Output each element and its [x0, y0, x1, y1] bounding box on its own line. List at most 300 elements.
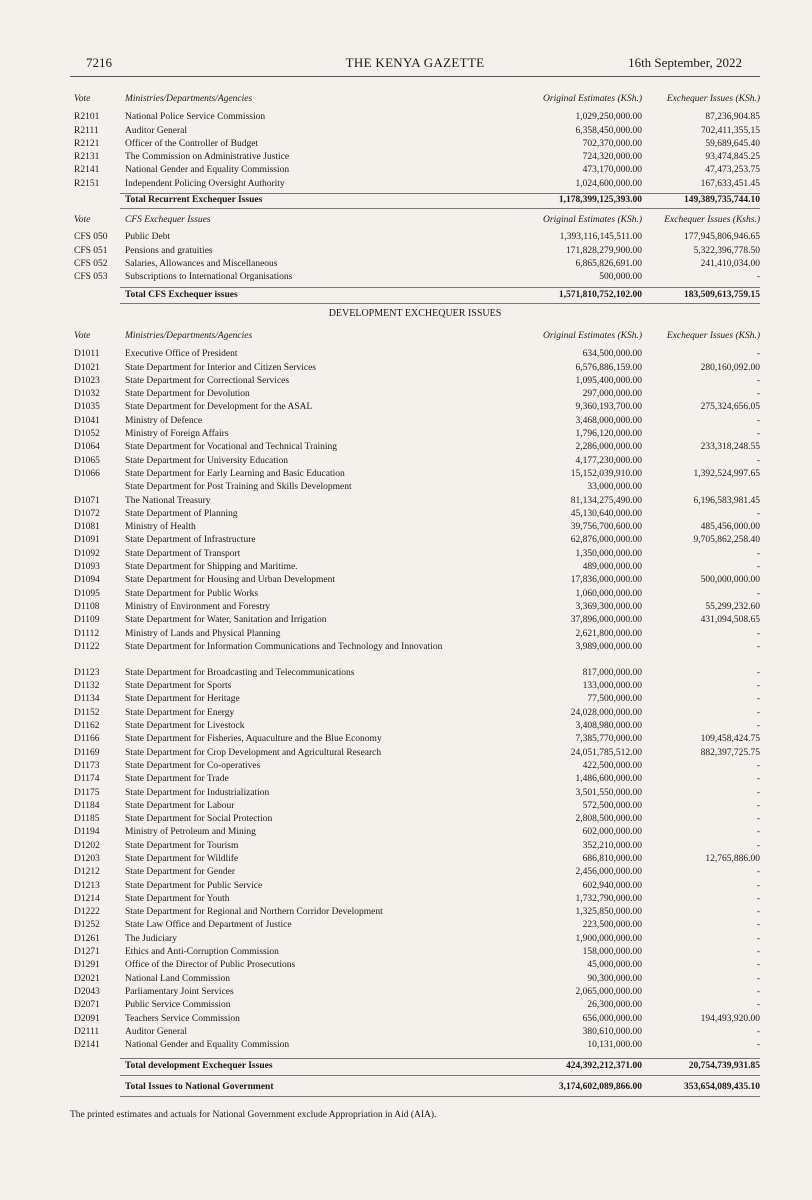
- vote-cell: D1094: [74, 575, 100, 586]
- issues-cell: -: [756, 907, 760, 918]
- table-row: [74, 534, 764, 547]
- vote-cell: D1175: [74, 787, 100, 798]
- estimates-cell: 10,131,000.00: [587, 1040, 642, 1051]
- recurrent-total: [74, 194, 764, 207]
- table-row: [74, 194, 764, 207]
- estimates-cell: 1,486,600,000.00: [575, 774, 642, 785]
- table-row: [74, 1039, 764, 1052]
- issues-cell: -: [756, 1026, 760, 1037]
- vote-cell: D1035: [74, 402, 100, 413]
- table-row: [74, 455, 764, 468]
- grand-total-estimates: 3,174,602,089,866.00: [558, 1082, 642, 1092]
- table-row: [74, 548, 764, 561]
- name-cell: State Department for Vocational and Technical Training: [125, 442, 337, 453]
- vote-cell: D1041: [74, 415, 100, 426]
- table-row: [74, 773, 764, 786]
- vote-cell: D1066: [74, 468, 100, 479]
- issues-cell: -: [756, 840, 760, 851]
- estimates-cell: 473,170,000.00: [582, 165, 642, 176]
- table-row: [74, 641, 764, 667]
- estimates-cell: 422,500,000.00: [582, 760, 642, 771]
- vote-cell: D1064: [74, 442, 100, 453]
- cfs-section: [74, 214, 764, 284]
- name-cell: State Department of Transport: [125, 548, 241, 559]
- vote-cell: D1023: [74, 375, 100, 386]
- table-row: [74, 481, 764, 494]
- col-issues-header: Exchequer Issues (Kshs.): [664, 215, 760, 225]
- vote-cell: D2043: [74, 986, 100, 997]
- table-row: [74, 906, 764, 919]
- estimates-cell: 3,989,000,000.00: [575, 641, 642, 652]
- table-row: [74, 588, 764, 601]
- table-row: [74, 946, 764, 959]
- estimates-cell: 2,808,500,000.00: [575, 814, 642, 825]
- col-vote-header: Vote: [74, 94, 91, 104]
- name-cell: The Commission on Administrative Justice: [125, 152, 290, 163]
- issues-cell: -: [756, 641, 760, 652]
- estimates-cell: 1,325,850,000.00: [575, 907, 642, 918]
- table-row: [74, 1013, 764, 1026]
- estimates-cell: 3,408,980,000.00: [575, 721, 642, 732]
- col-name-header: Ministries/Departments/Agencies: [125, 94, 253, 104]
- table-row: [74, 111, 764, 124]
- vote-cell: D1065: [74, 455, 100, 466]
- issues-cell: -: [756, 694, 760, 705]
- name-cell: State Department for Labour: [125, 800, 235, 811]
- table-row: [74, 388, 764, 401]
- issues-cell: -: [756, 986, 760, 997]
- name-cell: National Gender and Equality Commission: [125, 1040, 290, 1051]
- name-cell: State Department for Industrialization: [125, 787, 270, 798]
- estimates-cell: 81,134,275,490.00: [570, 495, 642, 506]
- name-cell: Ministry of Foreign Affairs: [125, 429, 229, 440]
- estimates-cell: 2,456,000,000.00: [575, 867, 642, 878]
- table-row: [74, 893, 764, 906]
- estimates-cell: 1,029,250,000.00: [575, 112, 642, 123]
- table-row: [74, 826, 764, 839]
- col-vote-header: Vote: [74, 215, 91, 225]
- table-row: [74, 521, 764, 534]
- table-row: [74, 800, 764, 813]
- issues-cell: 93,474,845.25: [705, 152, 760, 163]
- table-row: [74, 1060, 764, 1073]
- vote-cell: D1174: [74, 774, 100, 785]
- vote-cell: D1169: [74, 747, 100, 758]
- issues-cell: 500,000,000.00: [700, 575, 760, 586]
- vote-cell: D1052: [74, 429, 100, 440]
- issues-cell: -: [756, 389, 760, 400]
- issues-cell: 55,299,232.60: [705, 601, 760, 612]
- table-row: [74, 348, 764, 361]
- issues-cell: -: [756, 628, 760, 639]
- table-row: [74, 289, 764, 302]
- issues-cell: 280,160,092.00: [700, 362, 760, 373]
- estimates-cell: 3,369,300,000.00: [575, 601, 642, 612]
- table-row: [74, 508, 764, 521]
- issues-cell: 59,689,645.40: [705, 138, 760, 149]
- vote-cell: CFS 052: [74, 258, 108, 269]
- issues-cell: -: [756, 667, 760, 678]
- estimates-cell: 2,286,000,000.00: [575, 442, 642, 453]
- issues-cell: -: [756, 973, 760, 984]
- table-row: [74, 164, 764, 177]
- col-name-header: CFS Exchequer Issues: [125, 215, 211, 225]
- name-cell: National Gender and Equality Commission: [125, 165, 290, 176]
- vote-cell: D1214: [74, 893, 100, 904]
- issues-cell: -: [756, 814, 760, 825]
- name-cell: Officer of the Controller of Budget: [125, 138, 259, 149]
- table-row: [74, 375, 764, 388]
- estimates-cell: 1,393,116,145,511.00: [559, 232, 642, 243]
- col-issues-header: Exchequer Issues (KSh.): [666, 331, 760, 341]
- name-cell: Public Debt: [125, 232, 171, 243]
- name-cell: State Department for Trade: [125, 774, 229, 785]
- table-row: [74, 178, 764, 191]
- estimates-cell: 352,210,000.00: [582, 840, 642, 851]
- name-cell: State Department for Energy: [125, 707, 235, 718]
- issues-cell: 233,318,248.55: [700, 442, 760, 453]
- issues-cell: 275,324,656.05: [700, 402, 760, 413]
- name-cell: Executive Office of President: [125, 349, 238, 360]
- estimates-cell: 380,610,000.00: [582, 1026, 642, 1037]
- estimates-cell: 37,896,000,000.00: [570, 615, 642, 626]
- estimates-cell: 223,500,000.00: [582, 920, 642, 931]
- estimates-cell: 1,024,600,000.00: [575, 178, 642, 189]
- name-cell: State Department for Heritage: [125, 694, 240, 705]
- name-cell: Teachers Service Commission: [125, 1013, 240, 1024]
- name-cell: State Department for Livestock: [125, 721, 245, 732]
- cfs-total: [74, 289, 764, 302]
- issues-cell: 1,392,524,997.65: [693, 468, 760, 479]
- table-row: [74, 840, 764, 853]
- development-total: [74, 1060, 764, 1073]
- grand-total-issues: 353,654,089,435.10: [684, 1082, 760, 1092]
- issues-cell: -: [756, 774, 760, 785]
- total-issues: 20,754,739,931.85: [688, 1061, 760, 1071]
- issues-cell: -: [756, 1000, 760, 1011]
- table-row: [74, 973, 764, 986]
- table-row: [74, 401, 764, 414]
- name-cell: Ministry of Lands and Physical Planning: [125, 628, 281, 639]
- name-cell: State Law Office and Department of Justice: [125, 920, 292, 931]
- vote-cell: D1032: [74, 389, 100, 400]
- issues-cell: 241,410,034.00: [700, 258, 760, 269]
- table-header: [74, 214, 764, 227]
- estimates-cell: 45,000,000.00: [587, 960, 642, 971]
- total-rule: [120, 208, 760, 209]
- vote-cell: D1134: [74, 694, 100, 705]
- issues-cell: 109,458,424.75: [700, 734, 760, 745]
- name-cell: State Department for Tourism: [125, 840, 239, 851]
- name-cell: State Department for Information Communications and Technology and Innovation: [125, 641, 443, 652]
- total-rule: [120, 1096, 760, 1097]
- vote-cell: D1109: [74, 615, 100, 626]
- table-row: [74, 138, 764, 151]
- total-estimates: 1,571,810,752,102.00: [558, 290, 642, 300]
- name-cell: State Department for Gender: [125, 867, 235, 878]
- vote-cell: D2091: [74, 1013, 100, 1024]
- vote-cell: D1081: [74, 522, 100, 533]
- name-cell: State Department of Infrastructure: [125, 535, 256, 546]
- estimates-cell: 3,501,550,000.00: [575, 787, 642, 798]
- estimates-cell: 702,370,000.00: [582, 138, 642, 149]
- name-cell: State Department for Post Training and Skills Development: [125, 482, 352, 493]
- issues-cell: -: [756, 880, 760, 891]
- issues-cell: -: [756, 947, 760, 958]
- name-cell: State Department for Crop Development and Agricultural Research: [125, 747, 382, 758]
- vote-cell: D2021: [74, 973, 100, 984]
- name-cell: State Department of Planning: [125, 508, 238, 519]
- issues-cell: 47,473,253.75: [705, 165, 760, 176]
- vote-cell: D1271: [74, 947, 100, 958]
- name-cell: Salaries, Allowances and Miscellaneous: [125, 258, 278, 269]
- table-row: [74, 986, 764, 999]
- estimates-cell: 6,576,886,159.00: [575, 362, 642, 373]
- table-row: [74, 271, 764, 284]
- estimates-cell: 45,130,640,000.00: [570, 508, 642, 519]
- name-cell: State Department for Fisheries, Aquaculture and the Blue Economy: [125, 734, 382, 745]
- name-cell: Public Service Commission: [125, 1000, 231, 1011]
- name-cell: State Department for Sports: [125, 681, 232, 692]
- vote-cell: D1202: [74, 840, 100, 851]
- vote-cell: R2101: [74, 112, 100, 123]
- table-row: [74, 428, 764, 441]
- header-rule: [70, 76, 760, 77]
- estimates-cell: 77,500,000.00: [587, 694, 642, 705]
- vote-cell: R2121: [74, 138, 100, 149]
- estimates-cell: 572,500,000.00: [582, 800, 642, 811]
- vote-cell: D1184: [74, 800, 100, 811]
- name-cell: Independent Policing Oversight Authority: [125, 178, 285, 189]
- estimates-cell: 2,621,800,000.00: [575, 628, 642, 639]
- issues-cell: -: [756, 349, 760, 360]
- table-row: [74, 125, 764, 138]
- name-cell: Parliamentary Joint Services: [125, 986, 234, 997]
- table-row: [74, 1026, 764, 1039]
- table-row: [74, 628, 764, 641]
- gazette-date: 16th September, 2022: [628, 55, 742, 70]
- footnote: The printed estimates and actuals for National Government exclude Appropriation in Aid (AIA).: [70, 1110, 437, 1120]
- vote-cell: D1108: [74, 601, 100, 612]
- vote-cell: D2141: [74, 1040, 100, 1051]
- estimates-cell: 26,300,000.00: [587, 1000, 642, 1011]
- estimates-cell: 1,095,400,000.00: [575, 375, 642, 386]
- name-cell: State Department for Co-operatives: [125, 760, 261, 771]
- estimates-cell: 33,000,000.00: [587, 482, 642, 493]
- development-section: [74, 330, 764, 1052]
- estimates-cell: 656,000,000.00: [582, 1013, 642, 1024]
- table-row: [74, 151, 764, 164]
- table-row: [74, 733, 764, 746]
- issues-cell: 431,094,508.65: [700, 615, 760, 626]
- vote-cell: D1132: [74, 681, 100, 692]
- vote-cell: D1021: [74, 362, 100, 373]
- issues-cell: -: [756, 933, 760, 944]
- issues-cell: -: [756, 707, 760, 718]
- table-row: [74, 787, 764, 800]
- issues-cell: 485,456,000.00: [700, 522, 760, 533]
- issues-cell: 5,322,396,778.50: [693, 245, 760, 256]
- vote-cell: D1162: [74, 721, 100, 732]
- estimates-cell: 7,385,770,000.00: [575, 734, 642, 745]
- total-label: Total development Exchequer Issues: [125, 1061, 273, 1071]
- estimates-cell: 297,000,000.00: [582, 389, 642, 400]
- vote-cell: D1291: [74, 960, 100, 971]
- total-issues: 183,509,613,759.15: [684, 290, 760, 300]
- name-cell: State Department for University Education: [125, 455, 289, 466]
- total-label: Total Recurrent Exchequer Issues: [125, 195, 263, 205]
- estimates-cell: 15,152,039,910.00: [570, 468, 642, 479]
- issues-cell: 12,765,886.00: [705, 853, 760, 864]
- estimates-cell: 90,300,000.00: [587, 973, 642, 984]
- name-cell: National Police Service Commission: [125, 112, 266, 123]
- vote-cell: D1071: [74, 495, 100, 506]
- estimates-cell: 62,876,000,000.00: [570, 535, 642, 546]
- vote-cell: D1185: [74, 814, 100, 825]
- issues-cell: -: [756, 800, 760, 811]
- table-row: [74, 561, 764, 574]
- table-row: [74, 880, 764, 893]
- name-cell: The National Treasury: [125, 495, 211, 506]
- table-row: [74, 760, 764, 773]
- total-estimates: 1,178,399,125,393.00: [558, 195, 642, 205]
- table-row: [74, 231, 764, 244]
- name-cell: State Department for Devolution: [125, 389, 250, 400]
- table-row: [74, 720, 764, 733]
- estimates-cell: 602,000,000.00: [582, 827, 642, 838]
- table-row: [74, 813, 764, 826]
- issues-cell: -: [756, 827, 760, 838]
- issues-cell: -: [756, 920, 760, 931]
- issues-cell: -: [756, 721, 760, 732]
- issues-cell: -: [756, 867, 760, 878]
- name-cell: Auditor General: [125, 125, 187, 136]
- issues-cell: -: [756, 429, 760, 440]
- vote-cell: D1212: [74, 867, 100, 878]
- estimates-cell: 133,000,000.00: [582, 681, 642, 692]
- table-row: [74, 258, 764, 271]
- name-cell: Auditor General: [125, 1026, 187, 1037]
- estimates-cell: 724,320,000.00: [582, 152, 642, 163]
- vote-cell: D1261: [74, 933, 100, 944]
- development-title: DEVELOPMENT EXCHEQUER ISSUES: [328, 308, 502, 319]
- issues-cell: -: [756, 415, 760, 426]
- table-row: [74, 574, 764, 587]
- issues-cell: 177,945,806,946.65: [684, 232, 760, 243]
- table-row: [74, 853, 764, 866]
- vote-cell: D1095: [74, 588, 100, 599]
- name-cell: Ministry of Defence: [125, 415, 203, 426]
- vote-cell: D1203: [74, 853, 100, 864]
- issues-cell: -: [756, 760, 760, 771]
- estimates-cell: 4,177,230,000.00: [575, 455, 642, 466]
- col-issues-header: Exchequer Issues (KSh.): [666, 94, 760, 104]
- grand-total-label: Total Issues to National Government: [125, 1082, 274, 1092]
- estimates-cell: 6,865,826,691.00: [575, 258, 642, 269]
- page-header: [70, 55, 760, 75]
- issues-cell: 702,411,355.15: [700, 125, 760, 136]
- vote-cell: D2071: [74, 1000, 100, 1011]
- estimates-cell: 171,828,279,900.00: [566, 245, 642, 256]
- estimates-cell: 634,500,000.00: [582, 349, 642, 360]
- name-cell: Pensions and gratuities: [125, 245, 213, 256]
- total-rule: [120, 1075, 760, 1076]
- issues-cell: 882,397,725.75: [700, 747, 760, 758]
- name-cell: Subscriptions to International Organisations: [125, 272, 293, 283]
- table-row: [74, 667, 764, 680]
- estimates-cell: 489,000,000.00: [582, 562, 642, 573]
- name-cell: State Department for Social Protection: [125, 814, 273, 825]
- issues-cell: -: [756, 562, 760, 573]
- table-row: [74, 601, 764, 614]
- name-cell: Office of the Director of Public Prosecutions: [125, 960, 296, 971]
- vote-cell: D1213: [74, 880, 100, 891]
- estimates-cell: 1,060,000,000.00: [575, 588, 642, 599]
- issues-cell: -: [756, 455, 760, 466]
- estimates-cell: 602,940,000.00: [582, 880, 642, 891]
- vote-cell: D1092: [74, 548, 100, 559]
- estimates-cell: 3,468,000,000.00: [575, 415, 642, 426]
- issues-cell: 194,493,920.00: [700, 1013, 760, 1024]
- table-row: [74, 614, 764, 627]
- total-label: Total CFS Exchequer issues: [125, 290, 238, 300]
- estimates-cell: 1,900,000,000.00: [575, 933, 642, 944]
- vote-cell: D1173: [74, 760, 100, 771]
- table-row: [74, 707, 764, 720]
- vote-cell: CFS 050: [74, 232, 108, 243]
- table-row: [74, 959, 764, 972]
- total-issues: 149,389,735,744.10: [684, 195, 760, 205]
- total-rule: [120, 303, 760, 304]
- estimates-cell: 39,756,700,600.00: [570, 522, 642, 533]
- name-cell: State Department for Correctional Services: [125, 375, 290, 386]
- table-row: [74, 866, 764, 879]
- vote-cell: D1152: [74, 707, 100, 718]
- issues-cell: 87,236,904.85: [705, 112, 760, 123]
- gazette-title: THE KENYA GAZETTE: [345, 55, 485, 70]
- table-row: [74, 999, 764, 1012]
- issues-cell: -: [756, 1040, 760, 1051]
- vote-cell: D1112: [74, 628, 100, 639]
- estimates-cell: 158,000,000.00: [582, 947, 642, 958]
- issues-cell: 9,705,862,258.40: [693, 535, 760, 546]
- name-cell: State Department for Water, Sanitation and Irrigation: [125, 615, 327, 626]
- table-row: [74, 362, 764, 375]
- estimates-cell: 24,051,785,512.00: [570, 747, 642, 758]
- name-cell: Ministry of Petroleum and Mining: [125, 827, 256, 838]
- issues-cell: -: [756, 681, 760, 692]
- name-cell: State Department for Youth: [125, 893, 230, 904]
- name-cell: State Department for Development for the ASAL: [125, 402, 313, 413]
- issues-cell: -: [756, 548, 760, 559]
- issues-cell: -: [756, 787, 760, 798]
- estimates-cell: 9,360,193,700.00: [575, 402, 642, 413]
- name-cell: State Department for Broadcasting and Telecommunications: [125, 667, 355, 678]
- vote-cell: R2111: [74, 125, 99, 136]
- name-cell: Ethics and Anti-Corruption Commission: [125, 947, 279, 958]
- vote-cell: D1072: [74, 508, 100, 519]
- name-cell: Ministry of Health: [125, 522, 196, 533]
- vote-cell: CFS 051: [74, 245, 108, 256]
- issues-cell: -: [756, 588, 760, 599]
- name-cell: State Department for Early Learning and Basic Education: [125, 468, 345, 479]
- col-vote-header: Vote: [74, 331, 91, 341]
- issues-cell: 6,196,583,981.45: [693, 495, 760, 506]
- issues-cell: -: [756, 375, 760, 386]
- estimates-cell: 1,350,000,000.00: [575, 548, 642, 559]
- estimates-cell: 500,000.00: [599, 272, 642, 283]
- name-cell: National Land Commission: [125, 973, 231, 984]
